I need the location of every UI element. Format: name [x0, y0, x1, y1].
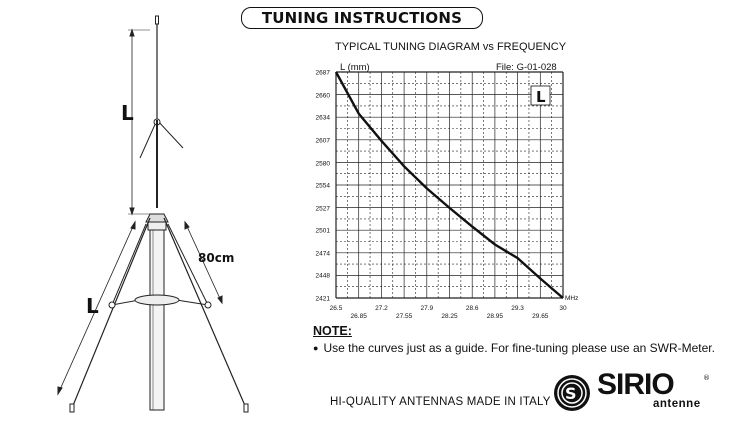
note-body: Use the curves just as a guide. For fine-tuning please use an SWR-Meter. — [323, 341, 715, 355]
page-title: TUNING INSTRUCTIONS — [241, 7, 483, 29]
brand-subtitle: antenne — [653, 398, 701, 410]
y-tick-label: 2527 — [315, 205, 330, 213]
chart-grid — [336, 72, 563, 298]
x-tick-label: 28.95 — [486, 313, 504, 320]
brand-logo — [551, 368, 721, 414]
chart-ticks — [316, 70, 567, 321]
note-title: NOTE: — [313, 324, 352, 338]
y-tick-label: 2474 — [315, 250, 330, 258]
x-tick-label: 26.5 — [329, 305, 343, 312]
x-tick-label: 28.6 — [465, 305, 479, 312]
x-tick-label: 30 — [559, 305, 567, 312]
chart-legend-box — [531, 86, 550, 106]
x-tick-label: 28.25 — [441, 313, 458, 320]
dimension-label-80cm: 80cm — [198, 251, 235, 265]
file-label: File: G-01-028 — [496, 62, 557, 73]
x-axis-unit: MHz — [565, 295, 579, 302]
x-tick-label: 27.2 — [375, 305, 388, 312]
svg-text:S: S — [565, 384, 577, 403]
dimension-label-top: L — [121, 101, 134, 125]
x-tick-label: 27.55 — [395, 313, 413, 320]
y-tick-label: 2421 — [315, 295, 330, 303]
y-tick-label: 2634 — [315, 114, 330, 122]
sirio-logo-icon — [551, 372, 597, 414]
y-tick-label: 2660 — [315, 92, 330, 100]
y-tick-label: 2448 — [315, 272, 330, 280]
y-tick-label: 2554 — [315, 182, 330, 190]
footer-tagline: HI-QUALITY ANTENNAS MADE IN ITALY — [330, 396, 551, 408]
y-tick-label: 2501 — [315, 227, 330, 235]
note-text — [313, 341, 723, 355]
y-tick-label: 2607 — [315, 137, 330, 145]
y-axis-label: L (mm) — [340, 62, 370, 73]
x-tick-label: 29.3 — [511, 305, 524, 312]
bullet-icon: ● — [313, 343, 319, 353]
x-tick-label: 29.65 — [532, 313, 549, 320]
chart-title: TYPICAL TUNING DIAGRAM vs FREQUENCY — [335, 41, 567, 53]
x-tick-label: 27.9 — [420, 305, 434, 312]
registered-mark: ® — [703, 374, 710, 382]
dimension-label-side: L — [86, 294, 99, 318]
y-tick-label: 2580 — [315, 160, 330, 168]
x-tick-label: 26.85 — [350, 313, 367, 320]
legend-label: L — [536, 88, 546, 106]
brand-name: SIRIO — [597, 368, 674, 401]
y-tick-label: 2687 — [315, 69, 330, 77]
